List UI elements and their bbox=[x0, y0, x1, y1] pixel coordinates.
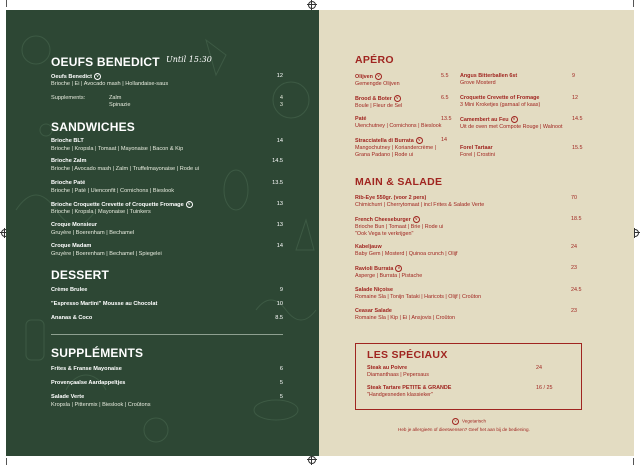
menu-item: Olijven V Gemengde Olijven 5.5 bbox=[355, 73, 449, 87]
vegetarian-icon: V bbox=[416, 137, 423, 144]
menu-item: Stracciatella di Burrata V Mangochutney | Koriandercrème | Grana Padano | Rode ui 14 bbox=[355, 137, 447, 158]
menu-item: Ceasar Salade Romaine Sla | Kip | Ei | Ansjovis | Croûton 23 bbox=[355, 308, 577, 321]
allergy-note: Heb je allergieën of dieetwensen? Geef het aan bij de bediening. bbox=[398, 427, 530, 432]
menu-item: Forel Tartaar Forel | Crostini 15.5 bbox=[460, 145, 583, 158]
menu-item: Provençaalse Aardappeltjes 5 bbox=[51, 380, 283, 386]
crop-mark bbox=[633, 458, 634, 465]
menu-item: "Espresso Martini" Mousse au Chocolat 10 bbox=[51, 301, 283, 307]
menu-item: Ravioli Burrata V Asperge | Burrata | Pistache 23 bbox=[355, 265, 577, 279]
menu-item: Salade Verte Kropsla | Pittenmix | Bieslook | Croûtons 5 bbox=[51, 394, 283, 408]
menu-item: Rib-Eye 550gr. (voor 2 pers) Chimichurri | Cherrytomaat | incl Frites & Salade Verte 70 bbox=[355, 195, 577, 208]
menu-item: Croquette Crevette of Fromage 3 Mini Kroketjes (garnaal of kaas) 12 bbox=[460, 95, 578, 108]
section-title-oeufs-benedict: OEUFS BENEDICT bbox=[51, 55, 160, 69]
section-title-specials: LES SPÉCIAUX bbox=[367, 349, 448, 361]
registration-mark-top bbox=[307, 0, 317, 10]
menu-item: Steak au Poivre Diamanthaas | Pepersaus 24 bbox=[367, 365, 542, 378]
menu-item: Croque Madam Gruyère | Boerenham | Bechamel | Spiegelei 14 bbox=[51, 243, 283, 257]
menu-item: Salade Niçoise Romaine Sla | Tonijn Tataki | Haricots | Olijf | Croûton 24.5 bbox=[355, 287, 582, 300]
vegetarian-icon: V bbox=[375, 73, 382, 80]
vegetarian-icon: V bbox=[94, 73, 101, 80]
vegetarian-icon: V bbox=[413, 216, 420, 223]
menu-item: Oeufs Benedict V Brioche | Ei | Avocado mash | Hollandaise-saus 12 bbox=[51, 73, 283, 88]
crop-mark bbox=[6, 0, 7, 7]
section-title-supplements: SUPPLÉMENTS bbox=[51, 346, 144, 360]
vegetarian-icon: V bbox=[186, 201, 193, 208]
menu-item: French Cheeseburger V Brioche Bun | Tomaat | Brie | Rode ui "Ook Vega te verkrijgen" 18.5 bbox=[355, 216, 582, 237]
section-title-sandwiches: SANDWICHES bbox=[51, 120, 136, 134]
vegetarian-icon: V bbox=[511, 116, 518, 123]
menu-item: Crème Brulee 9 bbox=[51, 287, 283, 293]
menu-item: Kabeljauw Baby Gem | Mosterd | Quinoa crunch | Olijf 24 bbox=[355, 244, 577, 257]
crop-mark bbox=[633, 0, 634, 7]
menu-item: Paté Uienchutney | Cornichons | Bieslook 13.5 bbox=[355, 116, 452, 129]
menu-item: Angus Bitterballen 6st Grove Mosterd 9 bbox=[460, 73, 575, 86]
registration-mark-bottom bbox=[307, 455, 317, 465]
vegetarian-legend: V Vegetarisch bbox=[450, 418, 486, 425]
crop-mark bbox=[6, 458, 7, 465]
menu-item: Brioche BLT Brioche | Kropsla | Tomaat | Mayonaise | Bacon & Kip 14 bbox=[51, 138, 283, 152]
menu-item: Frites & Franse Mayonaise 6 bbox=[51, 366, 283, 372]
section-title-apero: APÉRO bbox=[355, 54, 394, 66]
menu-item: Croque Monsieur Gruyère | Boerenham | Bechamel 13 bbox=[51, 222, 283, 236]
vegetarian-icon: V bbox=[452, 418, 459, 425]
time-note: Until 15:30 bbox=[166, 55, 212, 64]
section-title-main-salade: MAIN & SALADE bbox=[355, 176, 443, 188]
menu-item: Steak Tartare PETITE & GRANDE "Handgesneden klassieker" 16 / 25 bbox=[367, 385, 553, 398]
vegetarian-icon: V bbox=[395, 265, 402, 272]
divider bbox=[51, 334, 283, 335]
menu-item: Brood & Boter V Boule | Fleur de Sel 6.5 bbox=[355, 95, 449, 109]
menu-item: Camembert au Feu V Uit de oven met Compote Rouge | Walnoot 14.5 bbox=[460, 116, 583, 130]
menu-item: Brioche Croquette Crevette of Croquette Fromage V Brioche | Kropsla | Mayonaise | Tuinkers 13 bbox=[51, 201, 283, 216]
section-title-dessert: DESSERT bbox=[51, 268, 110, 282]
menu-item: Brioche Zalm Brioche | Avocado mash | Zalm | Truffelmayonaise | Rode ui 14.5 bbox=[51, 158, 283, 172]
menu-item: Brioche Paté Brioche | Paté | Uienconfit | Cornichons | Bieslook 13.5 bbox=[51, 180, 283, 194]
menu-item: Ananas & Coco 8.5 bbox=[51, 315, 283, 321]
vegetarian-icon: V bbox=[394, 95, 401, 102]
